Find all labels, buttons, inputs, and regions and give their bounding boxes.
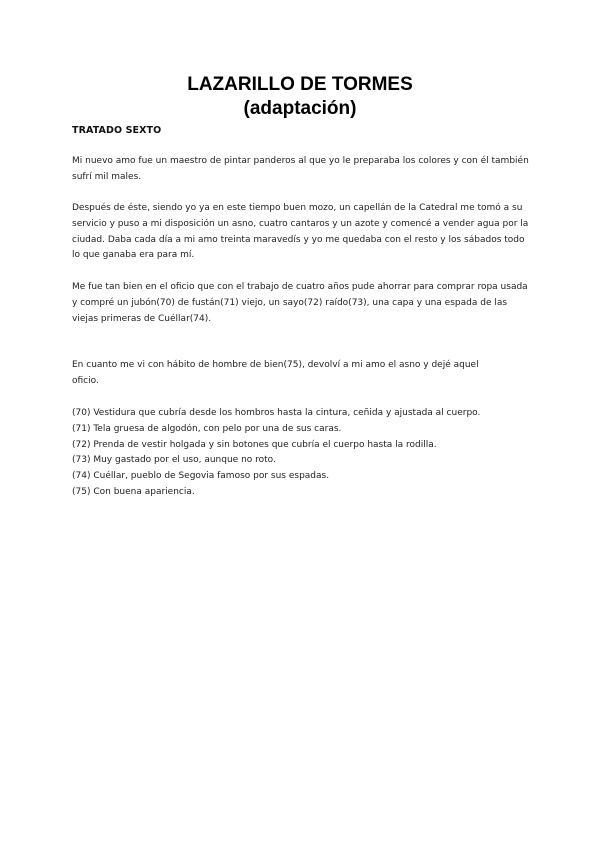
document-subtitle: (adaptación)	[243, 98, 357, 119]
footnote: (75) Con buena apariencia.	[72, 486, 195, 497]
paragraph: En cuanto me vi con hábito de hombre de bien(75), devolví a mi amo el asno y dejé aquel oficio.	[72, 360, 479, 386]
document-title: LAZARILLO DE TORMES	[187, 74, 413, 95]
footnote: (73) Muy gastado por el uso, aunque no roto.	[72, 455, 276, 466]
footnote: (70) Vestidura que cubría desde los hombros hasta la cintura, ceñida y ajustada al cuerpo.	[72, 408, 481, 418]
footnote: (71) Tela gruesa de algodón, con pelo por una de sus caras.	[72, 423, 342, 434]
paragraph: Después de éste, siendo yo ya en este tiempo buen mozo, un capellán de la Catedral me tomó a su servicio y puso a mi disposición un asno, cuatro cantaros y un azote y comencé a vender agua por la ciudad. Daba cada día a mi amo treinta maravedís y yo me quedaba con el resto y los sábados todo lo que ganaba era para mí.	[72, 203, 529, 261]
paragraph: Me fue tan bien en el oficio que con el trabajo de cuatro años pude ahorrar para comprar ropa usada y compré un jubón(70) de fustán(71) viejo, un sayo(72) raído(73), una capa y una espada de las viejas primeras de Cuéllar(74).	[72, 282, 528, 324]
footnote: (74) Cuéllar, pueblo de Segovia famoso por sus espadas.	[72, 471, 330, 482]
footnote: (72) Prenda de vestir holgada y sin botones que cubría el cuerpo hasta la rodilla.	[72, 439, 437, 450]
footnotes-list	[72, 406, 542, 501]
section-heading: TRATADO SEXTO	[72, 125, 162, 136]
paragraph: Mi nuevo amo fue un maestro de pintar panderos al que yo le preparaba los colores y con él también sufrí mil males.	[72, 156, 529, 182]
